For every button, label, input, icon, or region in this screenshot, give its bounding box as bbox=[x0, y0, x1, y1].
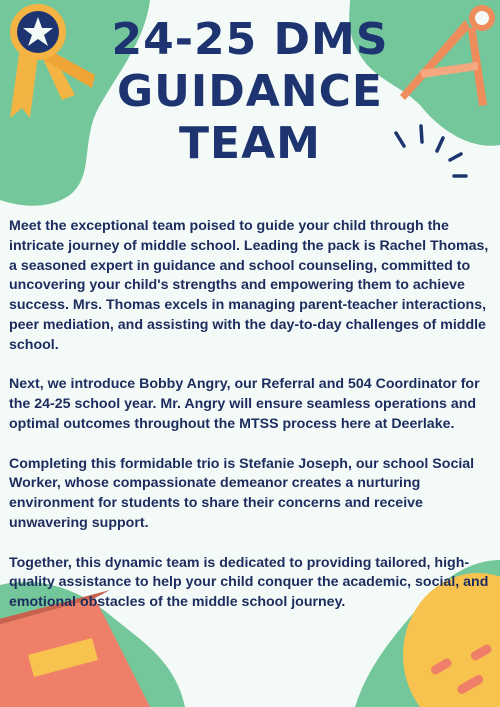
title-line: 24-25 DMS bbox=[111, 14, 389, 65]
intro-paragraph: Meet the exceptional team poised to guide your child through the intricate journey of middle school. Leading the pack is Rachel Thomas, a seasoned expert in guidance and school counseling, committed to uncovering your child's strengths and empowering them to achieve success. Mrs. Thomas excels in managing parent-teacher interactions, peer mediation, and assisting with the day-to-day challenges of middle school. bbox=[9, 218, 489, 353]
title-line: GUIDANCE bbox=[117, 66, 383, 117]
closing-paragraph: Together, this dynamic team is dedicated to providing tailored, high-quality assistance to help your child conquer the academic, social, and emotional obstacles of the middle school journey. bbox=[9, 554, 489, 611]
body-content bbox=[9, 217, 493, 633]
coordinator-paragraph: Next, we introduce Bobby Angry, our Referral and 504 Coordinator for the 24-25 school year. Mr. Angry will ensure seamless operations and optimal outcomes throughout the MTSS process here at Deerlake. bbox=[9, 376, 480, 432]
social-worker-paragraph: Completing this formidable trio is Stefanie Joseph, our school Social Worker, whose compassionate demeanor creates a nurturing environment for students to share their concerns and receive unwavering support. bbox=[9, 455, 475, 531]
title-line: TEAM bbox=[179, 118, 321, 169]
page-title bbox=[0, 14, 500, 170]
